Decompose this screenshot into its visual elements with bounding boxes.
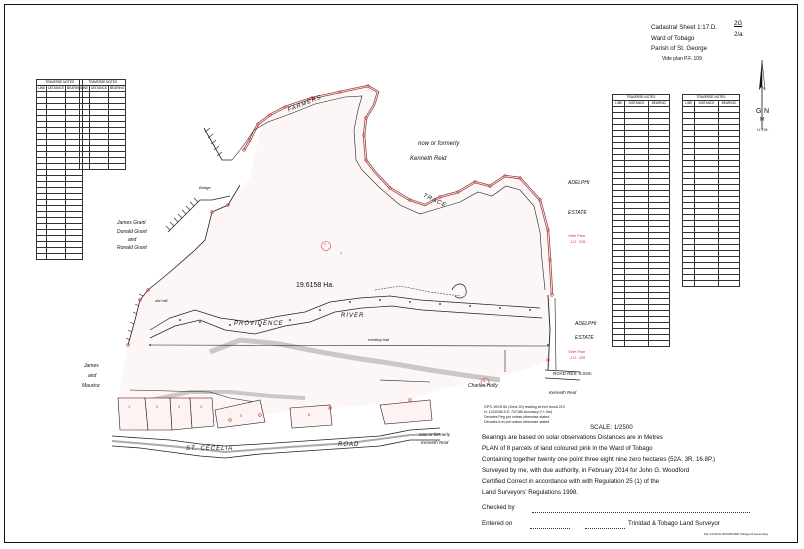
traverse-rows-3 [613, 107, 670, 347]
vide-plan-1b: J.O. 339 [570, 239, 586, 244]
parcel-3: 3 [178, 404, 181, 409]
adelphi-1a: ADELPHI [568, 180, 590, 186]
kenneth-reid-3: Kenneth Reid [421, 440, 449, 445]
containing-note: Containing together twenty one point three eight nine zero hectares (52A. 3R. 16.8P.) [482, 456, 716, 463]
regulations-note: Land Surveyors' Regulations 1998. [482, 489, 579, 496]
vide-plan-2b: J.O. 339 [570, 355, 586, 360]
traverse-title-3: TRAVERSE NOTES [613, 95, 670, 101]
parcel-7-num: 7 [340, 251, 343, 256]
scale-label: SCALE: 1/2500 [590, 424, 633, 431]
kenneth-reid-1: Kenneth Reid [410, 156, 447, 162]
certified-note: Certified Correct in accordance with with Regulation 25 (1) of the [482, 478, 660, 485]
parcel-8: 8 [483, 378, 486, 383]
old-mill-label: old mill [155, 298, 168, 303]
traverse-rows-2 [80, 92, 126, 170]
parcel-1: 1 [128, 404, 131, 409]
james-label: James [84, 363, 99, 369]
parcel-7-label: 7 [324, 242, 327, 247]
providence-label: PROVIDENCE [234, 321, 284, 327]
traverse-table-2: TRAVERSE NOTES LINE DISTANCE BEARING [79, 79, 126, 170]
legend-peg: Denotes Peg put unless otherwise stated [484, 415, 550, 419]
parcel-6: 6 [308, 412, 311, 417]
sheet-sub: 2/a [734, 31, 743, 38]
table-row [683, 281, 740, 287]
gps-coords: N: 1242036.5 E: 747185 Accuracy (+/- 5m) [484, 410, 553, 414]
north-m: M [760, 117, 765, 123]
bridge-label: Bridge [199, 185, 211, 190]
sheet-number: 2G [734, 20, 743, 27]
vide-plan-header: Vide plan P.F. 109 [662, 56, 702, 62]
plan-of-note: PLAN of 8 parcels of land coloured pink in the Ward of Tobago [482, 445, 653, 452]
legend-iron: Denotes Iron put unless otherwise stated [484, 420, 550, 424]
james-grant: James Grant [117, 220, 146, 226]
table-row [37, 254, 83, 260]
traverse-table-3: TRAVERSE NOTES LINE DISTANCE BEARING [612, 94, 670, 347]
charles-holly: Charles Holly [468, 383, 498, 389]
donald-grant: Donald Grant [117, 229, 147, 235]
now-or-formerly-1: now or formerly [418, 141, 460, 147]
vide-plan-2: Vide Plan [568, 349, 586, 354]
traverse-title-1: TRAVERSE NOTES [37, 80, 83, 86]
table-row [613, 341, 670, 347]
road-label: ROAD [338, 442, 360, 448]
footer-file: File 1/14/STH WOODFORD (Tobago) 8 pieces.dwg [704, 532, 768, 536]
existing-trail-label: existing trail [368, 337, 390, 342]
adelphi-1b: ESTATE [568, 210, 587, 216]
parish-label: Parish of St. George [651, 45, 708, 52]
north-g: G [756, 108, 762, 115]
gps-note: GPS: WGS 84 (Zone 20) reading at iron found 210 [484, 405, 565, 409]
parcel-4: 4 [200, 404, 203, 409]
adelphi-2b: ESTATE [575, 335, 594, 341]
maurice-label: Maurice [82, 383, 100, 389]
ronald-grant: Ronald Grant [117, 245, 147, 251]
surveyor-line-left [585, 528, 625, 529]
surveyed-note: Surveyed by me, with due authority, in February 2014 for John G. Woodford [482, 467, 690, 474]
river-label: RIVER [341, 313, 365, 319]
road-res-label: ROAD RES. 8.04m [553, 371, 592, 376]
north-n: N [764, 108, 770, 115]
ward-label: Ward of Tobago [651, 35, 695, 42]
traverse-title-4: TRAVERSE NOTES [683, 95, 740, 101]
north-utm: U.T.M. [757, 127, 769, 132]
now-or-formerly-2: now or formerly [419, 432, 451, 437]
traverse-title-2: TRAVERSE NOTES [80, 80, 126, 86]
and-label-2: and [88, 373, 97, 379]
and-label: and [128, 237, 137, 243]
parcel-2: 2 [156, 404, 159, 409]
cadastral-sheet-label: Cadastral Sheet 1:17.D. [651, 24, 718, 31]
area-label: 19.6158 Ha. [296, 282, 335, 289]
traverse-table-1: TRAVERSE NOTES LINE DISTANCE BEARING [36, 79, 83, 260]
entered-on-line [530, 528, 570, 529]
adelphi-2a: ADELPHI [575, 321, 597, 327]
vide-plan-1: Vide Plan [568, 233, 586, 238]
traverse-rows-1 [37, 92, 83, 260]
trace-label: TRACE [421, 192, 448, 210]
parcel-5: 5 [240, 413, 243, 418]
bearings-note: Bearings are based on solar observations Distances are in Metres [482, 434, 663, 441]
farmers-label: FARMERS [287, 94, 323, 114]
checked-by-line [532, 512, 750, 513]
kenneth-reid-2: Kenneth Reid [549, 390, 577, 395]
traverse-table-4: TRAVERSE NOTES LINE DISTANCE BEARING [682, 94, 740, 287]
checked-by-label: Checked by [482, 504, 515, 511]
traverse-rows-4 [683, 107, 740, 287]
entered-on-label: Entered on [482, 520, 513, 527]
surveyor-label: Trinidad & Tobago Land Surveyor [628, 520, 720, 527]
st-cecelia-label: ST. CECELIA [186, 446, 234, 452]
table-row [80, 164, 126, 170]
